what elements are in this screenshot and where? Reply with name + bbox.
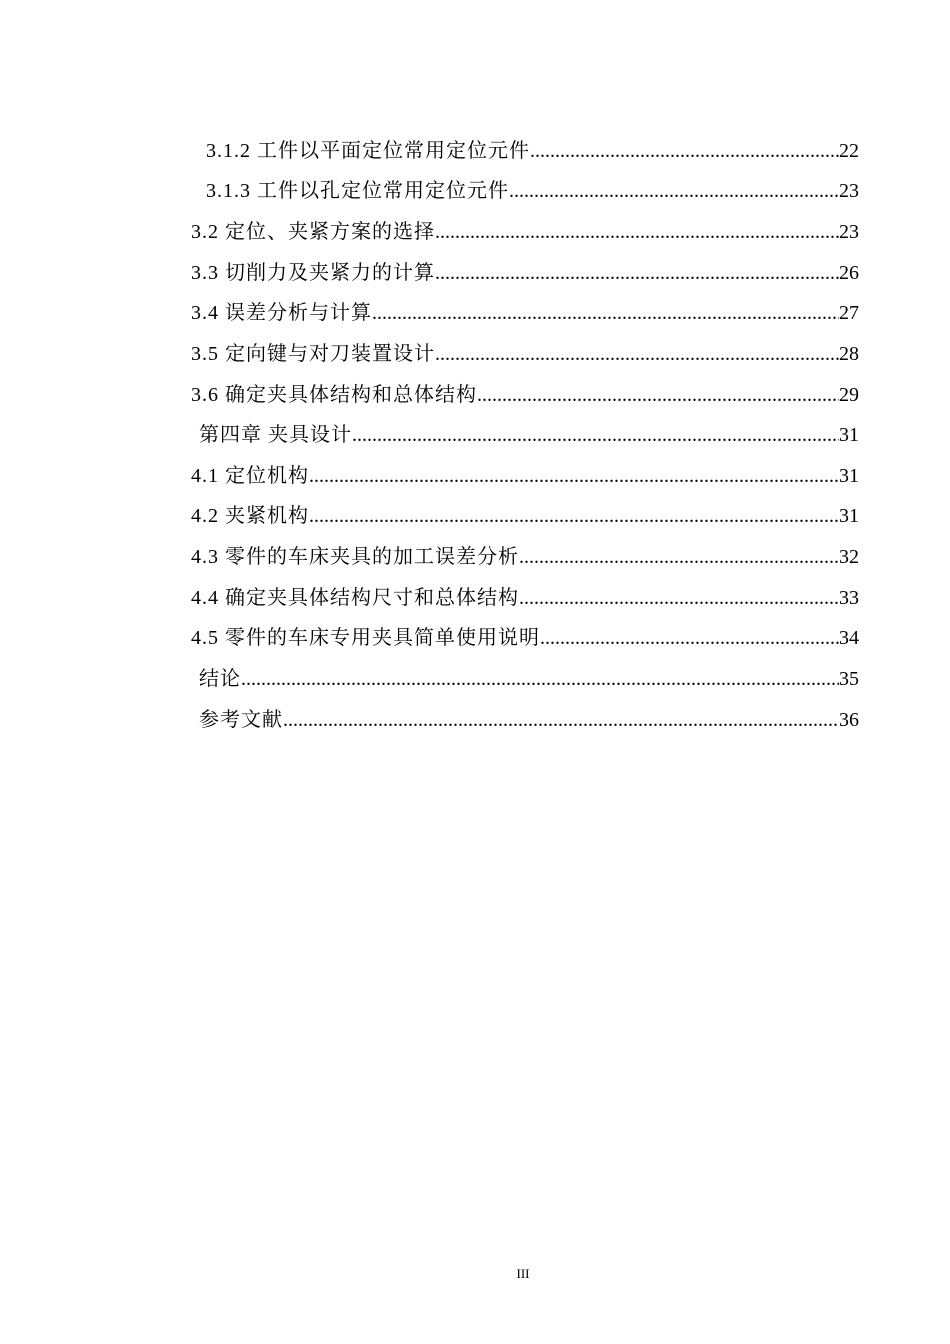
toc-entry-page: 33 xyxy=(839,587,859,609)
toc-entry-title: 3.1.2 工件以平面定位常用定位元件 xyxy=(206,140,530,162)
toc-entry-page: 34 xyxy=(839,627,859,649)
toc-entry-title: 第四章 夹具设计 xyxy=(199,424,352,446)
toc-entry-title: 4.1 定位机构 xyxy=(191,465,309,487)
toc-entry-title: 3.3 切削力及夹紧力的计算 xyxy=(191,262,435,284)
toc-entry-page: 23 xyxy=(839,180,859,202)
toc-entry-4-3[interactable] xyxy=(191,543,859,571)
toc-entry-4-4[interactable] xyxy=(191,584,859,612)
toc-entry-3-1-3[interactable] xyxy=(206,177,859,205)
toc-dot-leader xyxy=(530,137,839,165)
toc-dot-leader xyxy=(477,381,839,409)
toc-entry-page: 36 xyxy=(839,709,859,731)
toc-entry-page: 22 xyxy=(839,140,859,162)
toc-entry-page: 29 xyxy=(839,384,859,406)
toc-entry-3-4[interactable] xyxy=(191,299,859,327)
toc-entry-3-6[interactable] xyxy=(191,381,859,409)
toc-entry-page: 28 xyxy=(839,343,859,365)
toc-entry-3-3[interactable] xyxy=(191,259,859,287)
toc-dot-leader xyxy=(519,584,839,612)
toc-entry-title: 结论 xyxy=(199,668,241,690)
toc-entry-title: 4.4 确定夹具体结构尺寸和总体结构 xyxy=(191,587,519,609)
toc-dot-leader xyxy=(309,462,839,490)
toc-entry-page: 35 xyxy=(839,668,859,690)
toc-entry-page: 31 xyxy=(839,465,859,487)
page-number: III xyxy=(516,1266,530,1281)
toc-entry-page: 23 xyxy=(839,221,859,243)
toc-entry-title: 4.5 零件的车床专用夹具简单使用说明 xyxy=(191,627,540,649)
toc-entry-title: 参考文献 xyxy=(199,709,283,731)
toc-entry-title: 3.5 定向键与对刀装置设计 xyxy=(191,343,435,365)
toc-dot-leader xyxy=(372,299,839,327)
toc-entry-page: 26 xyxy=(839,262,859,284)
toc-dot-leader xyxy=(509,177,839,205)
toc-dot-leader xyxy=(540,624,839,652)
toc-entry-3-2[interactable] xyxy=(191,218,859,246)
toc-entry-page: 31 xyxy=(839,424,859,446)
toc-entry-page: 31 xyxy=(839,505,859,527)
toc-entry-chapter-4[interactable] xyxy=(199,421,859,449)
toc-dot-leader xyxy=(435,259,839,287)
toc-dot-leader xyxy=(309,502,839,530)
toc-entry-page: 27 xyxy=(839,302,859,324)
toc-dot-leader xyxy=(435,218,839,246)
toc-entry-4-2[interactable] xyxy=(191,502,859,530)
toc-entry-4-5[interactable] xyxy=(191,624,859,652)
toc-dot-leader xyxy=(352,421,839,449)
toc-entry-references[interactable] xyxy=(199,706,859,734)
toc-entry-title: 4.3 零件的车床夹具的加工误差分析 xyxy=(191,546,519,568)
toc-entry-page: 32 xyxy=(839,546,859,568)
toc-dot-leader xyxy=(283,706,839,734)
toc-entry-title: 3.6 确定夹具体结构和总体结构 xyxy=(191,384,477,406)
toc-entry-3-1-2[interactable] xyxy=(206,137,859,165)
toc-dot-leader xyxy=(241,665,839,693)
toc-entry-title: 4.2 夹紧机构 xyxy=(191,505,309,527)
toc-dot-leader xyxy=(435,340,839,368)
toc-dot-leader xyxy=(519,543,839,571)
toc-entry-title: 3.4 误差分析与计算 xyxy=(191,302,372,324)
toc-entry-3-5[interactable] xyxy=(191,340,859,368)
toc-entry-4-1[interactable] xyxy=(191,462,859,490)
toc-entry-conclusion[interactable] xyxy=(199,665,859,693)
toc-entry-title: 3.1.3 工件以孔定位常用定位元件 xyxy=(206,180,509,202)
toc-entry-title: 3.2 定位、夹紧方案的选择 xyxy=(191,221,435,243)
